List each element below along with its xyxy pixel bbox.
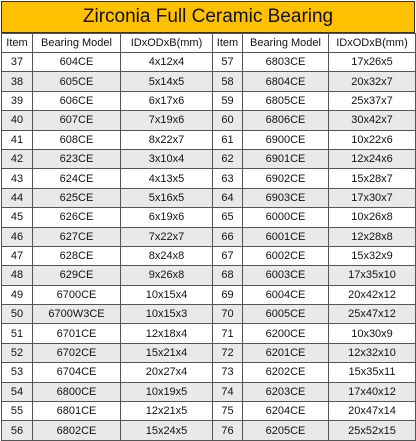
model-cell: 605CE	[33, 72, 121, 91]
item-cell: 71	[213, 324, 243, 343]
bearing-table	[1, 33, 416, 441]
model-cell: 6902CE	[243, 169, 329, 188]
table-row	[2, 363, 416, 382]
model-cell: 6805CE	[243, 91, 329, 110]
item-cell: 46	[2, 227, 33, 246]
item-cell: 58	[213, 72, 243, 91]
table-row	[2, 266, 416, 285]
dimensions-cell: 12x28x8	[329, 227, 416, 246]
table-row	[2, 111, 416, 130]
model-cell: 6201CE	[243, 343, 329, 362]
item-cell: 75	[213, 402, 243, 421]
model-cell: 6702CE	[33, 343, 121, 362]
dimensions-cell: 10x30x9	[329, 324, 416, 343]
dimensions-cell: 10x15x3	[121, 305, 213, 324]
dimensions-cell: 20x32x7	[329, 72, 416, 91]
dimensions-cell: 17x35x10	[329, 266, 416, 285]
item-cell: 70	[213, 305, 243, 324]
item-cell: 50	[2, 305, 33, 324]
item-cell: 57	[213, 53, 243, 72]
table-body	[2, 53, 416, 441]
item-cell: 52	[2, 343, 33, 362]
model-cell: 629CE	[33, 266, 121, 285]
model-cell: 6804CE	[243, 72, 329, 91]
item-cell: 72	[213, 343, 243, 362]
dimensions-cell: 17x40x12	[329, 382, 416, 401]
model-cell: 6701CE	[33, 324, 121, 343]
header-row	[2, 34, 416, 53]
item-cell: 40	[2, 111, 33, 130]
item-cell: 54	[2, 382, 33, 401]
model-cell: 624CE	[33, 169, 121, 188]
item-cell: 76	[213, 421, 243, 440]
header-dimensions-left: IDxODxB(mm)	[121, 34, 213, 53]
model-cell: 627CE	[33, 227, 121, 246]
dimensions-cell: 6x17x6	[121, 91, 213, 110]
item-cell: 67	[213, 246, 243, 265]
item-cell: 63	[213, 169, 243, 188]
dimensions-cell: 10x15x4	[121, 285, 213, 304]
table-row	[2, 246, 416, 265]
table-row	[2, 343, 416, 362]
dimensions-cell: 15x21x4	[121, 343, 213, 362]
dimensions-cell: 7x22x7	[121, 227, 213, 246]
header-item-left: Item	[2, 34, 33, 53]
item-cell: 47	[2, 246, 33, 265]
table-row	[2, 130, 416, 149]
item-cell: 48	[2, 266, 33, 285]
dimensions-cell: 25x47x12	[329, 305, 416, 324]
header-model-left: Bearing Model	[33, 34, 121, 53]
model-cell: 6802CE	[33, 421, 121, 440]
model-cell: 6000CE	[243, 208, 329, 227]
item-cell: 73	[213, 363, 243, 382]
header-item-right: Item	[213, 34, 243, 53]
model-cell: 628CE	[33, 246, 121, 265]
item-cell: 56	[2, 421, 33, 440]
model-cell: 623CE	[33, 149, 121, 168]
dimensions-cell: 5x16x5	[121, 188, 213, 207]
table-row	[2, 382, 416, 401]
dimensions-cell: 4x13x5	[121, 169, 213, 188]
dimensions-cell: 12x18x4	[121, 324, 213, 343]
table-row	[2, 227, 416, 246]
item-cell: 65	[213, 208, 243, 227]
dimensions-cell: 5x14x5	[121, 72, 213, 91]
dimensions-cell: 17x30x7	[329, 188, 416, 207]
dimensions-cell: 6x19x6	[121, 208, 213, 227]
item-cell: 43	[2, 169, 33, 188]
item-cell: 51	[2, 324, 33, 343]
dimensions-cell: 25x37x7	[329, 91, 416, 110]
table-row	[2, 91, 416, 110]
dimensions-cell: 15x35x11	[329, 363, 416, 382]
dimensions-cell: 15x32x9	[329, 246, 416, 265]
item-cell: 74	[213, 382, 243, 401]
dimensions-cell: 10x22x6	[329, 130, 416, 149]
dimensions-cell: 15x28x7	[329, 169, 416, 188]
dimensions-cell: 8x24x8	[121, 246, 213, 265]
dimensions-cell: 4x12x4	[121, 53, 213, 72]
dimensions-cell: 12x32x10	[329, 343, 416, 362]
model-cell: 6801CE	[33, 402, 121, 421]
table-row	[2, 305, 416, 324]
model-cell: 6806CE	[243, 111, 329, 130]
model-cell: 6205CE	[243, 421, 329, 440]
item-cell: 37	[2, 53, 33, 72]
table-row	[2, 72, 416, 91]
table-row	[2, 208, 416, 227]
dimensions-cell: 12x24x6	[329, 149, 416, 168]
model-cell: 625CE	[33, 188, 121, 207]
item-cell: 66	[213, 227, 243, 246]
dimensions-cell: 10x26x8	[329, 208, 416, 227]
model-cell: 6704CE	[33, 363, 121, 382]
dimensions-cell: 3x10x4	[121, 149, 213, 168]
model-cell: 6800CE	[33, 382, 121, 401]
dimensions-cell: 15x24x5	[121, 421, 213, 440]
model-cell: 626CE	[33, 208, 121, 227]
model-cell: 6700W3CE	[33, 305, 121, 324]
item-cell: 64	[213, 188, 243, 207]
table-row	[2, 285, 416, 304]
item-cell: 62	[213, 149, 243, 168]
dimensions-cell: 25x52x15	[329, 421, 416, 440]
model-cell: 606CE	[33, 91, 121, 110]
item-cell: 59	[213, 91, 243, 110]
model-cell: 6204CE	[243, 402, 329, 421]
item-cell: 39	[2, 91, 33, 110]
table-row	[2, 324, 416, 343]
model-cell: 6900CE	[243, 130, 329, 149]
dimensions-cell: 12x21x5	[121, 402, 213, 421]
model-cell: 604CE	[33, 53, 121, 72]
table-row	[2, 169, 416, 188]
model-cell: 6001CE	[243, 227, 329, 246]
table-row	[2, 53, 416, 72]
item-cell: 61	[213, 130, 243, 149]
model-cell: 607CE	[33, 111, 121, 130]
dimensions-cell: 17x26x5	[329, 53, 416, 72]
model-cell: 6901CE	[243, 149, 329, 168]
model-cell: 6005CE	[243, 305, 329, 324]
model-cell: 6203CE	[243, 382, 329, 401]
item-cell: 68	[213, 266, 243, 285]
table-row	[2, 149, 416, 168]
dimensions-cell: 9x26x8	[121, 266, 213, 285]
item-cell: 69	[213, 285, 243, 304]
item-cell: 60	[213, 111, 243, 130]
dimensions-cell: 20x42x12	[329, 285, 416, 304]
model-cell: 6004CE	[243, 285, 329, 304]
header-dimensions-right: IDxODxB(mm)	[329, 34, 416, 53]
model-cell: 6700CE	[33, 285, 121, 304]
model-cell: 6003CE	[243, 266, 329, 285]
dimensions-cell: 7x19x6	[121, 111, 213, 130]
model-cell: 6200CE	[243, 324, 329, 343]
item-cell: 45	[2, 208, 33, 227]
table-row	[2, 402, 416, 421]
model-cell: 6002CE	[243, 246, 329, 265]
model-cell: 6903CE	[243, 188, 329, 207]
item-cell: 53	[2, 363, 33, 382]
item-cell: 44	[2, 188, 33, 207]
item-cell: 55	[2, 402, 33, 421]
table-row	[2, 421, 416, 440]
model-cell: 608CE	[33, 130, 121, 149]
dimensions-cell: 20x47x14	[329, 402, 416, 421]
table-row	[2, 188, 416, 207]
model-cell: 6202CE	[243, 363, 329, 382]
dimensions-cell: 30x42x7	[329, 111, 416, 130]
item-cell: 38	[2, 72, 33, 91]
table-title: Zirconia Full Ceramic Bearing	[1, 1, 415, 33]
dimensions-cell: 20x27x4	[121, 363, 213, 382]
model-cell: 6803CE	[243, 53, 329, 72]
item-cell: 41	[2, 130, 33, 149]
dimensions-cell: 10x19x5	[121, 382, 213, 401]
dimensions-cell: 8x22x7	[121, 130, 213, 149]
header-model-right: Bearing Model	[243, 34, 329, 53]
item-cell: 42	[2, 149, 33, 168]
item-cell: 49	[2, 285, 33, 304]
